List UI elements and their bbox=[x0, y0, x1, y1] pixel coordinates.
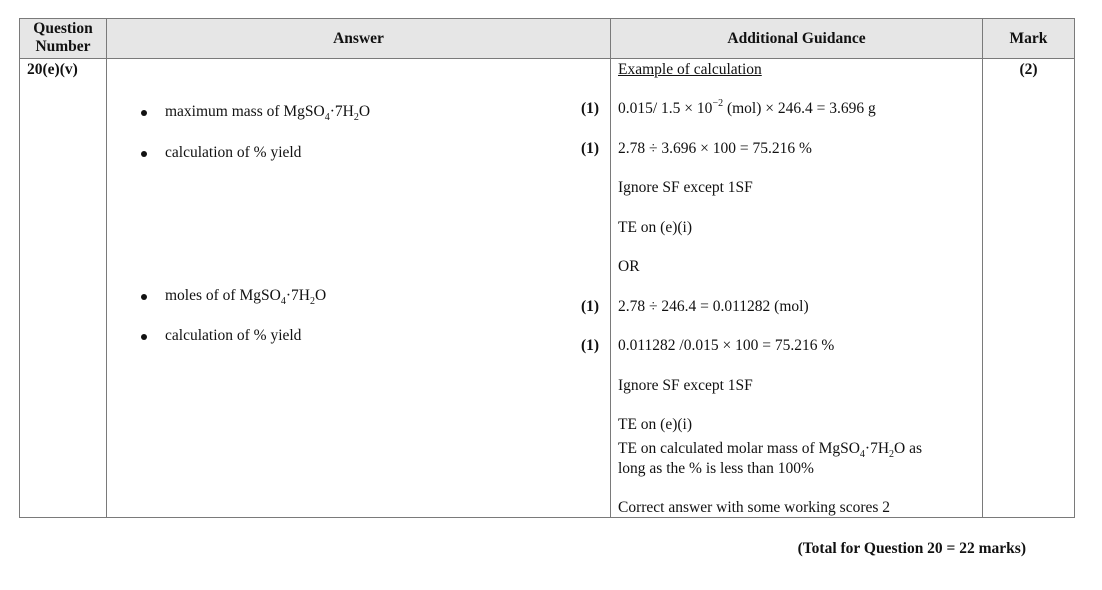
header-mark: Mark bbox=[1009, 30, 1048, 47]
table-border-left bbox=[19, 18, 20, 518]
table-border-header-bottom bbox=[19, 58, 1075, 59]
guidance-line: TE on calculated molar mass of $MgSO_4\cdot 7H_2O$ as bbox=[618, 440, 923, 461]
guidance-line: TE on (e)(i) bbox=[618, 416, 693, 433]
guidance-line: 2.78 ÷ 3.696 × 100 = 75.216 % bbox=[618, 140, 812, 157]
table-border-bottom bbox=[19, 517, 1075, 518]
table-border-top bbox=[19, 18, 1075, 19]
header-answer: Answer bbox=[333, 30, 384, 47]
bullet-icon bbox=[141, 294, 147, 300]
guidance-line: 2.78 ÷ 246.4 = 0.011282 (mol) bbox=[618, 298, 809, 315]
column-divider-1 bbox=[106, 18, 107, 518]
mark-value: (2) bbox=[1019, 61, 1038, 78]
guidance-line: 0.015/ $1.5 \times 10^{-2}$ (mol) × 246.4 = 3.696 g bbox=[618, 97, 876, 117]
bullet-icon bbox=[141, 151, 147, 157]
header-question-number: Question Number bbox=[33, 20, 93, 55]
answer-item-percent-yield-2: calculation of % yield bbox=[165, 327, 302, 344]
column-divider-2 bbox=[610, 18, 611, 518]
inline-mark: (1) bbox=[581, 337, 600, 354]
column-divider-3 bbox=[982, 18, 983, 518]
table-border-right bbox=[1074, 18, 1075, 518]
bullet-icon bbox=[141, 334, 147, 340]
answer-item-moles: moles of of $MgSO_4\cdot 7H_2O$ bbox=[165, 287, 327, 308]
guidance-line: Correct answer with some working scores 2 bbox=[618, 499, 891, 516]
guidance-line: long as the % is less than 100% bbox=[618, 460, 814, 477]
question-total: (Total for Question 20 = 22 marks) bbox=[797, 540, 1026, 557]
guidance-line: Ignore SF except 1SF bbox=[618, 179, 753, 196]
question-number-value: 20(e)(v) bbox=[27, 61, 78, 78]
guidance-line: 0.011282 /0.015 × 100 = 75.216 % bbox=[618, 337, 835, 354]
header-additional-guidance: Additional Guidance bbox=[727, 30, 866, 47]
guidance-line: Ignore SF except 1SF bbox=[618, 377, 753, 394]
inline-mark: (1) bbox=[581, 298, 600, 315]
inline-mark: (1) bbox=[581, 140, 600, 157]
guidance-line: OR bbox=[618, 258, 640, 275]
answer-item-percent-yield-1: calculation of % yield bbox=[165, 144, 302, 161]
answer-item-max-mass: maximum mass of $MgSO_4\cdot 7H_2O$ bbox=[165, 103, 371, 124]
inline-mark: (1) bbox=[581, 100, 600, 117]
bullet-icon bbox=[141, 110, 147, 116]
guidance-line: TE on (e)(i) bbox=[618, 219, 693, 236]
guidance-example-heading: Example of calculation bbox=[618, 61, 762, 78]
